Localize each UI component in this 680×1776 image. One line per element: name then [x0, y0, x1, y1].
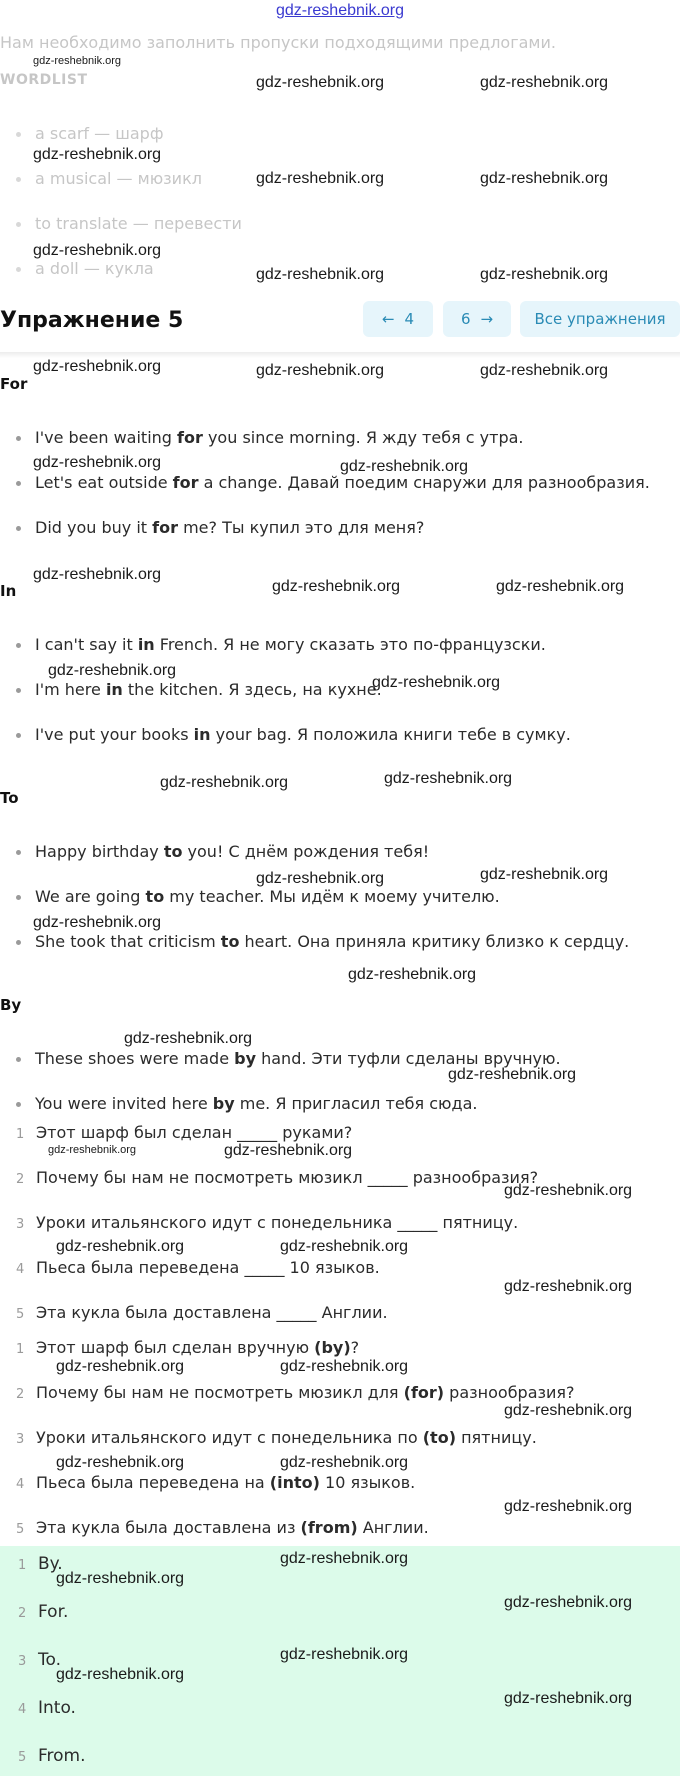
watermark: gdz-reshebnik.org: [33, 242, 162, 259]
bullet-icon: [16, 688, 21, 693]
watermark: gdz-reshebnik.org: [256, 170, 385, 187]
watermark: gdz-reshebnik.org: [504, 1182, 633, 1199]
watermark: gdz-reshebnik.org: [33, 914, 162, 931]
example-item: I've put your books in your bag. Я положила книги тебе в сумку.: [16, 725, 571, 744]
watermark: gdz-reshebnik.org: [33, 55, 122, 67]
wordlist-item: a scarf — шарф: [16, 124, 164, 143]
task-item: 5 Эта кукла была доставлена _____ Англии.: [16, 1303, 388, 1322]
section-title-in: In: [0, 582, 17, 600]
watermark: gdz-reshebnik.org: [504, 1690, 633, 1707]
bullet-icon: [16, 895, 21, 900]
example-item: I'm here in the kitchen. Я здесь, на кухне.: [16, 680, 382, 699]
bullet-icon: [16, 1057, 21, 1062]
watermark: gdz-reshebnik.org: [480, 170, 609, 187]
answer-item: 4 Into.: [18, 1698, 76, 1718]
watermark: gdz-reshebnik.org: [280, 1358, 409, 1375]
example-item: She took that criticism to heart. Она приняла критику близко к сердцу.: [16, 932, 629, 951]
watermark: gdz-reshebnik.org: [48, 662, 177, 679]
watermark: gdz-reshebnik.org: [480, 74, 609, 91]
watermark: gdz-reshebnik.org: [496, 578, 625, 595]
arrow-left-icon: ←: [381, 310, 395, 328]
bullet-icon: [16, 481, 21, 486]
answer-item: 1 By.: [18, 1554, 63, 1574]
filled-item: 2 Почему бы нам не посмотреть мюзикл для (for) разнообразия?: [16, 1383, 575, 1402]
example-item: Let's eat outside for a change. Давай поедим снаружи для разнообразия.: [16, 473, 650, 492]
watermark: gdz-reshebnik.org: [256, 362, 385, 379]
watermark: gdz-reshebnik.org: [504, 1594, 633, 1611]
wordlist-title: WORDLIST: [0, 72, 88, 88]
bullet-icon: [16, 1102, 21, 1107]
task-item: 3 Уроки итальянского идут с понедельника _____ пятницу.: [16, 1213, 519, 1232]
exercise-title: Упражнение 5: [0, 308, 184, 333]
watermark: gdz-reshebnik.org: [56, 1570, 185, 1587]
answer-item: 2 For.: [18, 1602, 69, 1622]
intro-text: Нам необходимо заполнить пропуски подходящими предлогами.: [0, 33, 556, 52]
watermark: gdz-reshebnik.org: [256, 870, 385, 887]
watermark: gdz-reshebnik.org: [56, 1666, 185, 1683]
section-title-to: To: [0, 789, 19, 807]
filled-item: 4 Пьеса была переведена на (into) 10 языков.: [16, 1473, 416, 1492]
watermark: gdz-reshebnik.org: [256, 74, 385, 91]
watermark: gdz-reshebnik.org: [280, 1454, 409, 1471]
wordlist-item: to translate — перевести: [16, 214, 242, 233]
watermark: gdz-reshebnik.org: [348, 966, 477, 983]
example-item: Did you buy it for me? Ты купил это для меня?: [16, 518, 424, 537]
task-item: 2 Почему бы нам не посмотреть мюзикл _____ разнообразия?: [16, 1168, 539, 1187]
section-title-for: For: [0, 375, 28, 393]
bullet-icon: [16, 643, 21, 648]
watermark: gdz-reshebnik.org: [124, 1030, 253, 1047]
watermark: gdz-reshebnik.org: [504, 1498, 633, 1515]
prev-exercise-button[interactable]: ← 4: [363, 301, 433, 337]
example-item: I can't say it in French. Я не могу сказать это по-французски.: [16, 635, 546, 654]
watermark: gdz-reshebnik.org: [33, 146, 162, 163]
bullet-icon: [16, 436, 21, 441]
filled-item: 5 Эта кукла была доставлена из (from) Англии.: [16, 1518, 429, 1537]
watermark: gdz-reshebnik.org: [256, 266, 385, 283]
wordlist-item: a musical — мюзикл: [16, 169, 202, 188]
wordlist-item: a doll — кукла: [16, 259, 154, 278]
section-title-by: By: [0, 996, 22, 1014]
example-item: You were invited here by me. Я пригласил тебя сюда.: [16, 1094, 477, 1113]
watermark: gdz-reshebnik.org: [160, 774, 289, 791]
watermark: gdz-reshebnik.org: [480, 266, 609, 283]
watermark: gdz-reshebnik.org: [280, 1646, 409, 1663]
watermark: gdz-reshebnik.org: [480, 362, 609, 379]
task-item: 1 Этот шарф был сделан _____ руками?: [16, 1123, 353, 1142]
exercise-header: [0, 296, 680, 358]
watermark: gdz-reshebnik.org: [280, 1238, 409, 1255]
watermark: gdz-reshebnik.org: [504, 1278, 633, 1295]
filled-item: 3 Уроки итальянского идут с понедельника по (to) пятницу.: [16, 1428, 537, 1447]
watermark: gdz-reshebnik.org: [280, 1550, 409, 1567]
bullet-icon: [16, 526, 21, 531]
filled-item: 1 Этот шарф был сделан вручную (by)?: [16, 1338, 360, 1357]
bullet-icon: [16, 733, 21, 738]
example-item: I've been waiting for you since morning. Я жду тебя с утра.: [16, 428, 524, 447]
bullet-icon: [16, 267, 21, 272]
watermark: gdz-reshebnik.org: [56, 1454, 185, 1471]
example-item: Happy birthday to you! С днём рождения тебя!: [16, 842, 429, 861]
watermark: gdz-reshebnik.org: [33, 358, 162, 375]
answer-item: 3 To.: [18, 1650, 62, 1670]
bullet-icon: [16, 940, 21, 945]
site-watermark-link[interactable]: gdz-reshebnik.org: [275, 2, 405, 19]
watermark: gdz-reshebnik.org: [56, 1238, 185, 1255]
watermark: gdz-reshebnik.org: [504, 1402, 633, 1419]
watermark: gdz-reshebnik.org: [272, 578, 401, 595]
bullet-icon: [16, 177, 21, 182]
bullet-icon: [16, 222, 21, 227]
watermark: gdz-reshebnik.org: [340, 458, 469, 475]
arrow-right-icon: →: [480, 310, 494, 328]
watermark: gdz-reshebnik.org: [224, 1142, 353, 1159]
watermark: gdz-reshebnik.org: [480, 866, 609, 883]
watermark: gdz-reshebnik.org: [33, 566, 162, 583]
example-item: These shoes were made by hand. Эти туфли сделаны вручную.: [16, 1049, 561, 1068]
watermark: gdz-reshebnik.org: [56, 1358, 185, 1375]
watermark: gdz-reshebnik.org: [48, 1144, 137, 1156]
watermark: gdz-reshebnik.org: [33, 454, 162, 471]
next-exercise-button[interactable]: 6 →: [443, 301, 511, 337]
task-item: 4 Пьеса была переведена _____ 10 языков.: [16, 1258, 380, 1277]
bullet-icon: [16, 850, 21, 855]
watermark: gdz-reshebnik.org: [372, 674, 501, 691]
answer-item: 5 From.: [18, 1746, 86, 1766]
bullet-icon: [16, 132, 21, 137]
watermark: gdz-reshebnik.org: [384, 770, 513, 787]
watermark: gdz-reshebnik.org: [448, 1066, 577, 1083]
example-item: We are going to my teacher. Мы идём к моему учителю.: [16, 887, 500, 906]
all-exercises-button[interactable]: Все упражнения: [520, 301, 680, 337]
